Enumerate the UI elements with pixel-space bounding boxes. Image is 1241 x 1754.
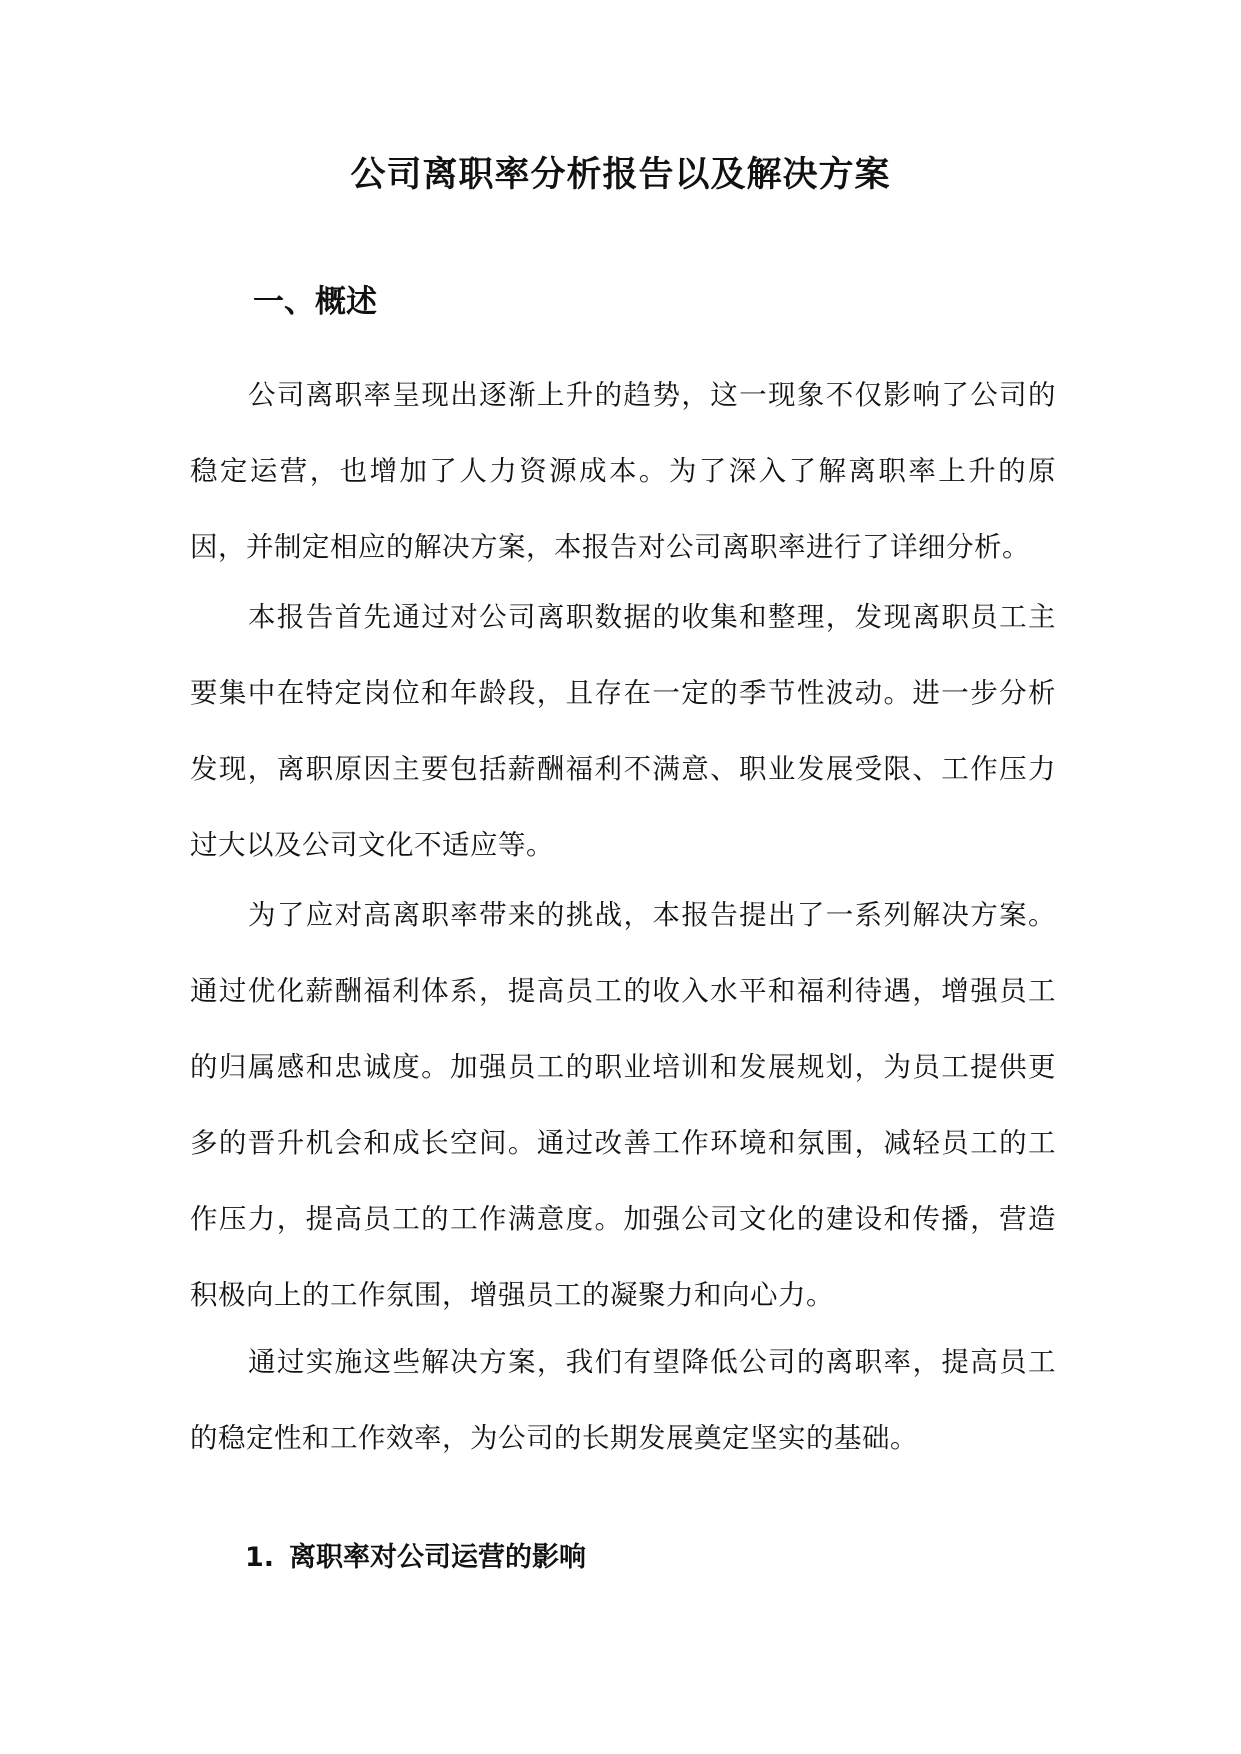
subsection-title: 离职率对公司运营的影响 bbox=[289, 1542, 586, 1573]
subsection-heading bbox=[245, 1538, 586, 1578]
paragraph-3: 为了应对高离职率带来的挑战，本报告提出了一系列解决方案。通过优化薪酬福利体系，提高员工的收入水平和福利待遇，增强员工的归属感和忠诚度。加强员工的职业培训和发展规划，为员工提供更多的晋升机会和成长空间。通过改善工作环境和氛围，减轻员工的工作压力，提高员工的工作满意度。加强公司文化的建设和传播，营造积极向上的工作氛围，增强员工的凝聚力和向心力。 bbox=[190, 899, 1056, 1311]
subsection-number: 1. bbox=[245, 1542, 275, 1573]
document-title: 公司离职率分析报告以及解决方案 bbox=[350, 155, 891, 195]
paragraph-4: 通过实施这些解决方案，我们有望降低公司的离职率，提高员工的稳定性和工作效率，为公司的长期发展奠定坚实的基础。 bbox=[190, 1346, 1056, 1454]
paragraph-1: 公司离职率呈现出逐渐上升的趋势，这一现象不仅影响了公司的稳定运营，也增加了人力资源成本。为了深入了解离职率上升的原因，并制定相应的解决方案，本报告对公司离职率进行了详细分析。 bbox=[190, 379, 1056, 563]
section-heading-overview: 一、概述 bbox=[253, 284, 377, 320]
paragraph-2: 本报告首先通过对公司离职数据的收集和整理，发现离职员工主要集中在特定岗位和年龄段，且存在一定的季节性波动。进一步分析发现，离职原因主要包括薪酬福利不满意、职业发展受限、工作压力过大以及公司文化不适应等。 bbox=[190, 601, 1056, 861]
